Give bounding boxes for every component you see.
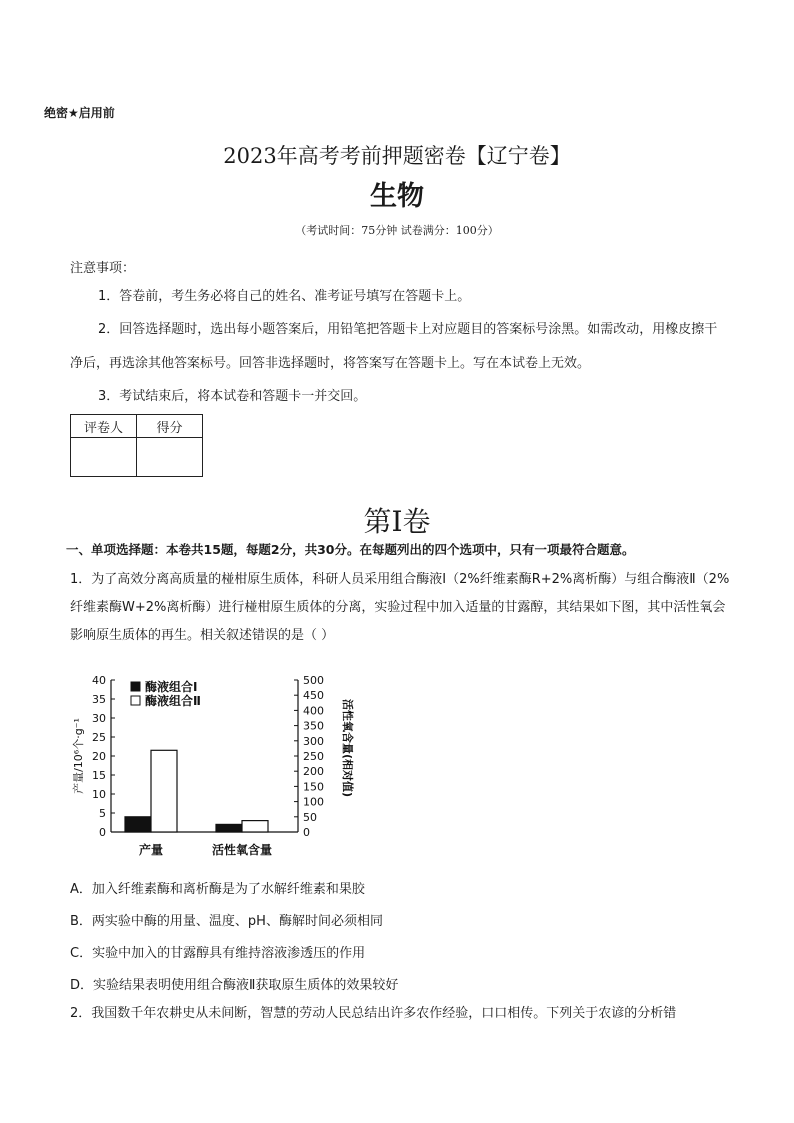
right-tick-label: 450 — [303, 689, 324, 703]
category-label: 活性氧含量 — [211, 843, 273, 857]
grader-cell[interactable] — [71, 438, 137, 477]
right-tick-label: 200 — [303, 765, 324, 779]
option-a: A．加入纤维素酶和离析酶是为了水解纤维素和果胶 — [70, 882, 365, 897]
bar-1-1 — [125, 817, 151, 832]
notice-title: 注意事项： — [70, 261, 136, 276]
grader-table — [70, 414, 203, 477]
legend-swatch — [131, 696, 140, 705]
right-tick-label: 350 — [303, 719, 324, 733]
score-header: 得分 — [137, 415, 203, 438]
notice-item-1: 1．答卷前，考生务必将自己的姓名、准考证号填写在答题卡上。 — [98, 289, 471, 304]
bar-2-2 — [242, 821, 268, 832]
left-tick-label: 0 — [99, 826, 106, 839]
right-tick-label: 0 — [303, 826, 310, 839]
option-d: D．实验结果表明使用组合酶液Ⅱ获取原生质体的效果较好 — [70, 978, 399, 993]
legend-label: 酶液组合Ⅱ — [145, 694, 201, 708]
right-tick-label: 150 — [303, 780, 324, 794]
exam-title: 2023年高考考前押题密卷【辽宁卷】 — [223, 144, 571, 168]
bar-1-2 — [216, 824, 242, 832]
category-label: 产量 — [138, 843, 164, 857]
right-axis-label: 活性氧含量(相对值) — [341, 698, 354, 798]
right-tick-label: 500 — [303, 674, 324, 687]
right-tick-label: 50 — [303, 810, 317, 824]
legend-label: 酶液组合Ⅰ — [145, 680, 198, 694]
bar-2-1 — [151, 750, 177, 832]
question-1-stem: 1．为了高效分离高质量的椪柑原生质体，科研人员采用组合酶液Ⅰ（2%纤维素酶R+2%离析酶）与组合酶液Ⅱ（2%纤维素酶W+2%离析酶）进行椪柑原生质体的分离，实验过程中加入适量的甘露醇，其结果如下图，其中活性氧会影响原生质体的再生。相关叙述错误的是（ ） — [70, 572, 730, 643]
right-tick-label: 100 — [303, 795, 324, 809]
left-tick-label: 15 — [92, 769, 106, 782]
left-tick-label: 5 — [99, 807, 106, 820]
score-cell[interactable] — [137, 438, 203, 477]
section-heading: 一、单项选择题：本卷共15题，每题2分，共30分。在每题列出的四个选项中，只有一项最符合题意。 — [66, 542, 635, 557]
left-tick-label: 30 — [92, 712, 106, 725]
option-b: B．两实验中酶的用量、温度、pH、酶解时间必须相同 — [70, 914, 383, 929]
notice-item-2: 2．回答选择题时，选出每小题答案后，用铅笔把答题卡上对应题目的答案标号涂黑。如需改动，用橡皮擦干净后，再选涂其他答案标号。回答非选择题时，将答案写在答题卡上。写在本试卷上无效。 — [70, 322, 718, 371]
exam-info: （考试时间：75分钟 试卷满分：100分） — [295, 224, 499, 237]
question-2-stem: 2．我国数千年农耕史从未间断，智慧的劳动人民总结出许多农作经验，口口相传。下列关于农谚的分析错 — [70, 1006, 677, 1021]
grader-header: 评卷人 — [71, 415, 137, 438]
legend-swatch — [131, 682, 140, 691]
left-axis-label: 产量/10⁶个·g⁻¹ — [72, 718, 85, 794]
notice-item-3: 3．考试结束后，将本试卷和答题卡一并交回。 — [98, 389, 367, 404]
bar-chart — [66, 662, 356, 862]
right-tick-label: 400 — [303, 704, 324, 718]
right-tick-label: 250 — [303, 750, 324, 763]
left-tick-label: 10 — [92, 788, 106, 801]
left-tick-label: 35 — [92, 693, 106, 706]
right-tick-label: 300 — [303, 734, 324, 748]
left-tick-label: 40 — [92, 674, 106, 687]
left-tick-label: 25 — [92, 731, 106, 744]
option-c: C．实验中加入的甘露醇具有维持溶液渗透压的作用 — [70, 946, 366, 961]
volume-title: 第Ⅰ卷 — [363, 505, 431, 538]
left-tick-label: 20 — [92, 750, 106, 763]
subject-title: 生物 — [370, 181, 424, 212]
secret-mark: 绝密★启用前 — [44, 106, 115, 120]
